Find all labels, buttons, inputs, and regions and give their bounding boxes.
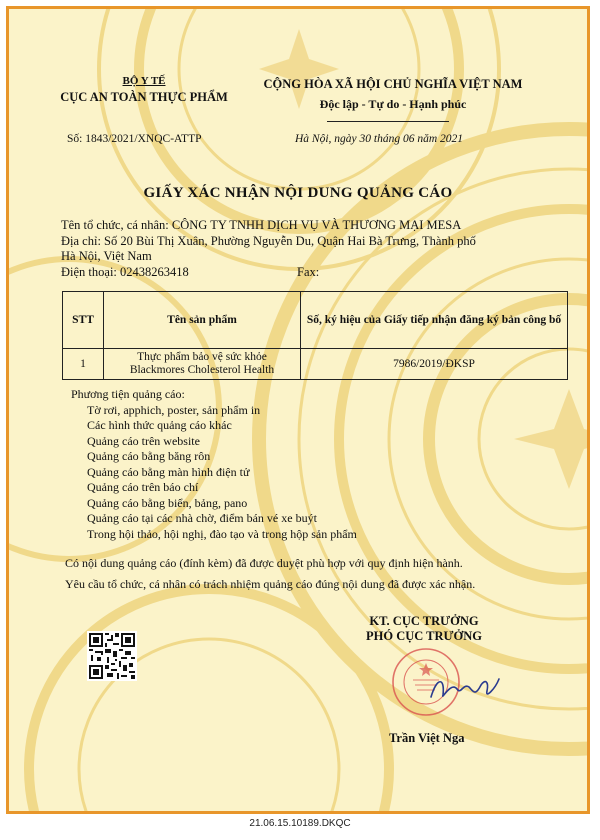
cell-stt: 1 [63, 349, 104, 380]
signature-icon [427, 671, 501, 705]
fax-label: Fax: [297, 264, 320, 279]
list-item: Quảng cáo trên website [87, 433, 200, 448]
list-item: Trong hội thảo, hội nghị, đào tạo và trong hộp sản phẩm [87, 526, 357, 541]
document-title: GIẤY XÁC NHẬN NỘI DUNG QUẢNG CÁO [143, 185, 453, 201]
list-item: Quảng cáo bằng băng rôn [87, 449, 211, 463]
advertising-media [71, 387, 357, 542]
signature-title [349, 614, 499, 644]
department-name: CỤC AN TOÀN THỰC PHẨM [60, 90, 228, 104]
organization-address: Địa chỉ: Số 20 Bùi Thị Xuân, Phường Nguyễn Du, Quận Hai Bà Trưng, Thành phố Hà Nội, Việt Nam [61, 233, 476, 263]
phone-number: Điện thoại: 02438263418 [61, 264, 189, 279]
product-table [62, 291, 568, 380]
table-header-row [63, 292, 568, 349]
contact-line [61, 265, 541, 281]
ministry-name: BỘ Y TẾ [122, 75, 166, 87]
list-item: Tờ rơi, apphich, poster, sản phẩm in [87, 402, 261, 417]
national-motto: Độc lập - Tự do - Hạnh phúc [319, 97, 467, 111]
list-item: Các hình thức quảng cáo khác [87, 418, 232, 432]
list-item: Quảng cáo tại các nhà chờ, điểm bán vé xe buýt [87, 511, 317, 525]
place-date: Hà Nội, ngày 30 tháng 06 năm 2021 [295, 133, 464, 145]
list-item: Quảng cáo bằng màn hình điện tử [87, 464, 250, 479]
signature-line1: KT. CỤC TRƯỞNG [369, 614, 479, 628]
document-number: Số: 1843/2021/XNQC-ATTP [67, 133, 202, 145]
national-header [243, 77, 543, 112]
conclusion [65, 553, 565, 595]
cell-registration-number: 7986/2019/ĐKSP [301, 349, 568, 380]
signature-line2: PHÓ CỤC TRƯỞNG [366, 629, 482, 643]
qr-code-icon[interactable] [87, 631, 137, 681]
table-row [63, 349, 568, 380]
cell-product: Thực phẩm bảo vệ sức khỏe Blackmores Cholesterol Health [104, 349, 301, 380]
signer-name: Trần Việt Nga [389, 731, 465, 745]
column-header-product: Tên sản phẩm [104, 292, 301, 349]
organization-name: Tên tổ chức, cá nhân: CÔNG TY TNHH DỊCH VỤ VÀ THƯƠNG MẠI MESA [61, 218, 462, 232]
motto-underline [327, 121, 449, 122]
nation-name: CỘNG HÒA XÃ HỘI CHỦ NGHĨA VIỆT NAM [263, 77, 523, 91]
column-header-registration: Số, ký hiệu của Giấy tiếp nhận đăng ký bản công bố [301, 292, 568, 349]
media-label: Phương tiện quảng cáo: [71, 387, 185, 401]
conclusion-requirement: Yêu cầu tổ chức, cá nhân có trách nhiệm quảng cáo đúng nội dung đã được xác nhận. [65, 577, 476, 591]
column-header-stt: STT [63, 292, 104, 349]
conclusion-approved: Có nội dung quảng cáo (đính kèm) đã được duyệt phù hợp với quy định hiện hành. [65, 556, 463, 570]
certificate-page [6, 6, 590, 814]
organization-info [61, 218, 541, 280]
document-code: 21.06.15.10189.DKQC [249, 818, 351, 829]
list-item: Quảng cáo trên báo chí [87, 480, 199, 494]
issuer-block [39, 75, 249, 105]
list-item: Quảng cáo bằng biển, bảng, pano [87, 495, 248, 510]
